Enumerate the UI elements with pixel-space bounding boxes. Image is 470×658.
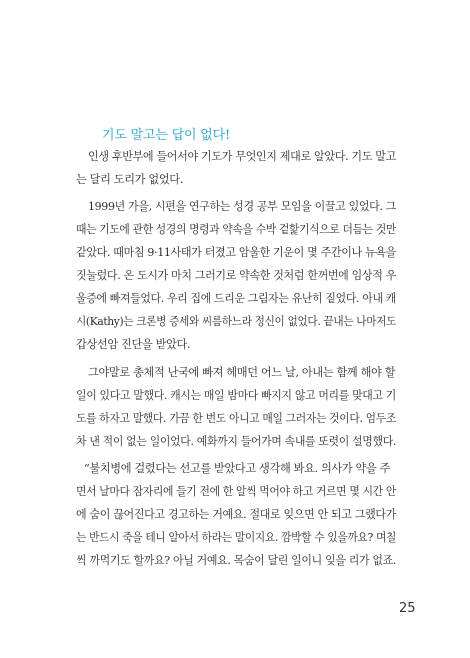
text-line: 그야말로 총체적 난국에 빠져 헤매던 어느 날, 아내는 함께 해야 할 [88, 366, 396, 379]
text-line: 에 숨이 끊어진다고 경고하는 거예요. 절대로 잊으면 안 되고 그랬다가 [76, 508, 397, 521]
text-line: “불치병에 걸렸다는 선고를 받았다고 생각해 봐요. 의사가 약을 주 [84, 462, 391, 475]
section-heading: 기도 말고는 답이 없다! [102, 128, 231, 143]
text-line: 는 달리 도리가 없었다. [76, 173, 183, 186]
text-line: 짓눌렀다. 온 도시가 마치 그러기로 약속한 것처럼 한꺼번에 임상적 우 [76, 269, 397, 282]
page-number: 25 [399, 601, 416, 616]
text-line: 인생 후반부에 들어서야 기도가 무엇인지 제대로 알았다. 기도 말고 [88, 150, 396, 163]
text-line: 도를 하자고 말했다. 가끔 한 번도 아니고 매일 그러자는 것이다. 엄두조 [76, 412, 396, 425]
text-line: 1999년 가을, 시편을 연구하는 성경 공부 모임을 이끌고 있었다. 그 [88, 200, 396, 213]
text-line: 차 낸 적이 없는 일이었다. 예화까지 들어가며 속내를 또렷이 설명했다. [76, 435, 397, 448]
text-line: 일이 있다고 말했다. 캐시는 매일 밤마다 빠지지 않고 머리를 맞대고 기 [76, 389, 397, 402]
text-line: 시(Kathy)는 크론병 증세와 씨름하느라 정신이 없었다. 끝내는 나마저도 [76, 315, 396, 328]
text-line: 씩 까먹기도 할까요? 아닐 거예요. 목숨이 달린 일이니 잊을 리가 없죠. [76, 554, 397, 567]
text-line: 면서 날마다 잠자리에 들기 전에 한 알씩 먹어야 하고 거르면 몇 시간 안 [76, 485, 396, 498]
text-line: 같았다. 때마침 9·11사태가 터졌고 암울한 기운이 몇 주간이나 뉴욕을 [76, 246, 396, 259]
text-line: 때는 기도에 관한 성경의 명령과 약속을 수박 겉핥기식으로 더듬는 것만 [76, 223, 397, 236]
text-line: 는 반드시 죽을 테니 알아서 하라는 말이지요. 깜박할 수 있을까요? 며칠 [76, 531, 397, 544]
text-line: 울증에 빠져들었다. 우리 집에 드리운 그림자는 유난히 짙었다. 아내 캐 [76, 292, 397, 305]
text-line: 갑상선암 진단을 받았다. [76, 338, 191, 351]
